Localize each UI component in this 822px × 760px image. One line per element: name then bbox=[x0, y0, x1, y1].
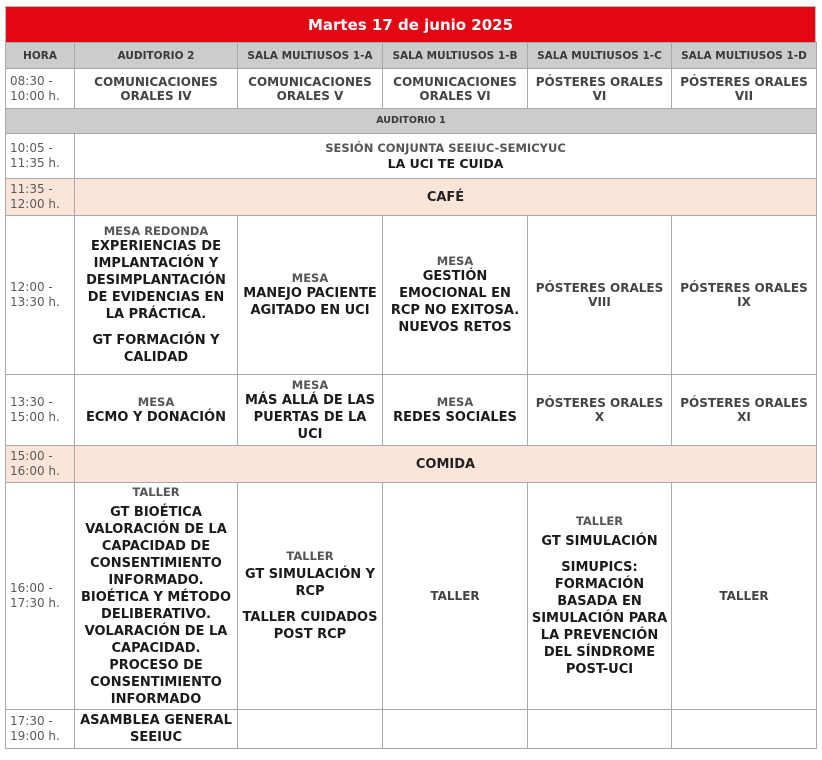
session-title: GT SIMULACIÓN Y RCP bbox=[244, 567, 376, 599]
schedule-table bbox=[5, 42, 817, 749]
schedule bbox=[5, 6, 816, 749]
time-cell: 12:00 - 13:30 h. bbox=[6, 216, 75, 375]
auditorio-1-label: AUDITORIO 1 bbox=[6, 109, 817, 134]
session-cell bbox=[75, 483, 238, 710]
session-title: PÓSTERES ORALES VI bbox=[535, 74, 664, 103]
session-title: MÁS ALLÁ DE LAS PUERTAS DE LA UCI bbox=[244, 392, 375, 442]
session-title: GT FORMACIÓN Y CALIDAD bbox=[92, 333, 220, 365]
session-type: TALLER bbox=[575, 514, 624, 528]
session-cell bbox=[75, 710, 238, 749]
time-cell: 08:30 - 10:00 h. bbox=[6, 69, 75, 109]
session-title: PÓSTERES ORALES IX bbox=[680, 281, 808, 309]
session-title: SIMUPICS: FORMACIÓN BASADA EN SIMULACIÓN PARA LA PREVENCIÓN DEL SÍNDROME POST-UCI bbox=[531, 560, 668, 677]
session-title: TALLER bbox=[430, 589, 480, 603]
time-cell: 13:30 - 15:00 h. bbox=[6, 375, 75, 446]
session-cell bbox=[75, 69, 238, 109]
session-title: COMUNICACIONES ORALES VI bbox=[393, 74, 517, 103]
row-0830 bbox=[6, 69, 817, 109]
header-sala-1c: SALA MULTIUSOS 1-C bbox=[528, 43, 672, 69]
session-title: PÓSTERES ORALES XI bbox=[680, 396, 808, 424]
session-cell bbox=[238, 216, 383, 375]
header-row bbox=[6, 43, 817, 69]
session-cell bbox=[672, 483, 817, 710]
session-title: GT SIMULACIÓN bbox=[541, 534, 658, 549]
empty-cell bbox=[528, 710, 672, 749]
session-title: COMUNICACIONES ORALES V bbox=[248, 74, 372, 103]
session-cell bbox=[528, 69, 672, 109]
session-cell bbox=[528, 216, 672, 375]
break-label: COMIDA bbox=[415, 456, 476, 472]
session-cell bbox=[672, 216, 817, 375]
day-title: Martes 17 de junio 2025 bbox=[5, 6, 816, 42]
auditorio-1-row bbox=[6, 109, 817, 134]
session-cell bbox=[238, 69, 383, 109]
header-hora: HORA bbox=[6, 43, 75, 69]
joint-session-cell bbox=[75, 134, 817, 179]
header-sala-1d: SALA MULTIUSOS 1-D bbox=[672, 43, 817, 69]
session-cell bbox=[528, 483, 672, 710]
break-cell bbox=[75, 179, 817, 216]
session-cell bbox=[238, 375, 383, 446]
row-comida bbox=[6, 446, 817, 483]
row-1005 bbox=[6, 134, 817, 179]
row-1330 bbox=[6, 375, 817, 446]
session-cell bbox=[672, 375, 817, 446]
session-title: COMUNICACIONES ORALES IV bbox=[94, 74, 218, 103]
session-cell bbox=[75, 216, 238, 375]
empty-cell bbox=[238, 710, 383, 749]
time-cell: 16:00 - 17:30 h. bbox=[6, 483, 75, 710]
row-1600 bbox=[6, 483, 817, 710]
session-type: TALLER bbox=[286, 549, 334, 563]
session-cell bbox=[672, 69, 817, 109]
header-sala-1b: SALA MULTIUSOS 1-B bbox=[383, 43, 528, 69]
session-title: EXPERIENCIAS DE IMPLANTACIÓN Y DESIMPLANTACIÓN DE EVIDENCIAS EN LA PRÁCTICA. bbox=[86, 239, 226, 322]
session-type: MESA REDONDA bbox=[103, 224, 209, 238]
session-type: MESA bbox=[137, 394, 175, 409]
row-cafe bbox=[6, 179, 817, 216]
break-cell bbox=[75, 446, 817, 483]
session-cell bbox=[383, 216, 528, 375]
session-title: ECMO Y DONACIÓN bbox=[86, 409, 226, 425]
time-cell: 15:00 - 16:00 h. bbox=[6, 446, 75, 483]
session-cell bbox=[75, 375, 238, 446]
session-title: TALLER bbox=[719, 589, 769, 603]
session-title: PÓSTERES ORALES X bbox=[535, 396, 664, 424]
session-cell bbox=[238, 483, 383, 710]
session-type: MESA bbox=[436, 394, 474, 409]
session-type: SESIÓN CONJUNTA SEEIUC-SEMICYUC bbox=[325, 140, 566, 155]
session-cell bbox=[383, 375, 528, 446]
empty-cell bbox=[672, 710, 817, 749]
empty-cell bbox=[383, 710, 528, 749]
time-cell: 10:05 - 11:35 h. bbox=[6, 134, 75, 179]
header-auditorio-2: AUDITORIO 2 bbox=[75, 43, 238, 69]
session-title: PÓSTERES ORALES VIII bbox=[535, 281, 664, 309]
header-sala-1a: SALA MULTIUSOS 1-A bbox=[238, 43, 383, 69]
session-title: LA UCI TE CUIDA bbox=[387, 155, 504, 171]
session-title: GESTIÓN EMOCIONAL EN RCP NO EXITOSA. NUEVOS RETOS bbox=[390, 269, 520, 335]
session-type: MESA bbox=[436, 254, 474, 268]
session-title: TALLER CUIDADOS POST RCP bbox=[242, 610, 378, 642]
row-1200 bbox=[6, 216, 817, 375]
session-title: ASAMBLEA GENERAL SEEIUC bbox=[80, 713, 232, 745]
session-cell bbox=[528, 375, 672, 446]
session-title: REDES SOCIALES bbox=[393, 409, 517, 425]
session-title: MANEJO PACIENTE AGITADO EN UCI bbox=[243, 286, 377, 318]
session-cell bbox=[383, 483, 528, 710]
time-cell: 17:30 - 19:00 h. bbox=[6, 710, 75, 749]
session-type: TALLER bbox=[132, 484, 180, 499]
row-1730 bbox=[6, 710, 817, 749]
session-title: GT BIOÉTICA VALORACIÓN DE LA CAPACIDAD DE CONSENTIMIENTO INFORMADO. BIOÉTICA Y MÉTODO DELIBERATIVO. VOLARACIÓN DE LA CAPACIDAD. PROCESO DE CONSENTIMIENTO INFORMADO bbox=[80, 504, 232, 707]
session-cell bbox=[383, 69, 528, 109]
session-type: MESA bbox=[291, 271, 329, 285]
time-cell: 11:35 - 12:00 h. bbox=[6, 179, 75, 216]
session-title: PÓSTERES ORALES VII bbox=[680, 74, 808, 103]
break-label: CAFÉ bbox=[426, 189, 465, 205]
session-type: MESA bbox=[291, 377, 329, 392]
